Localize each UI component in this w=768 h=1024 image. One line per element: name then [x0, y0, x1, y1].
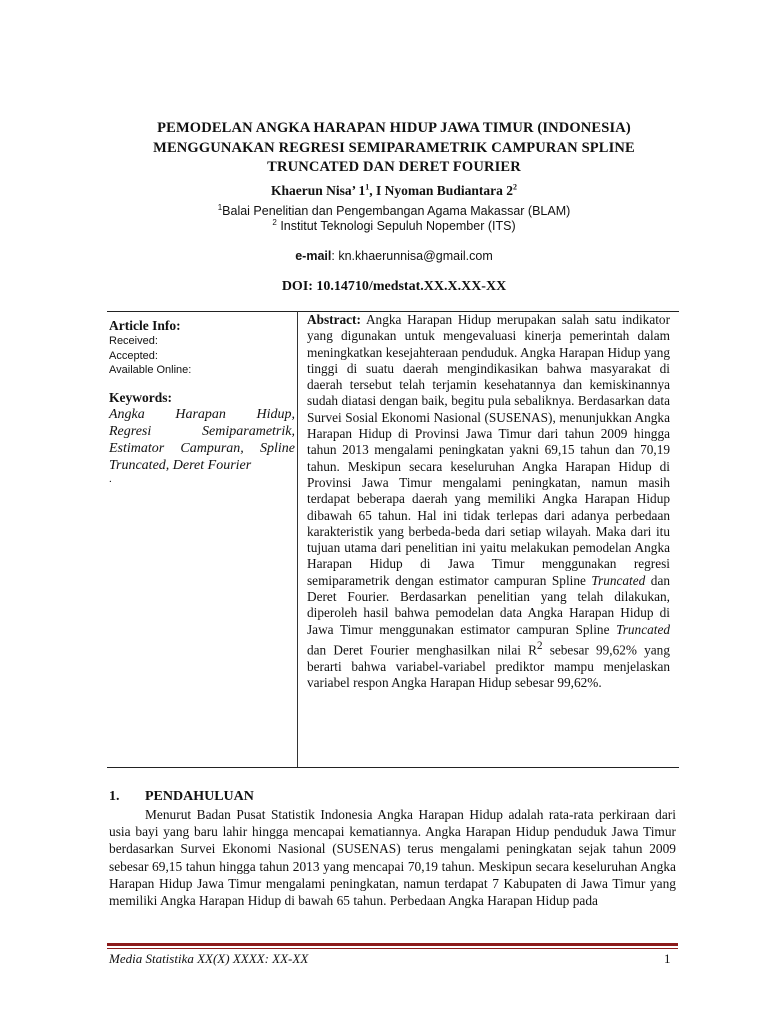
article-info: [109, 318, 295, 485]
author-2: , I Nyoman Budiantara 2: [369, 183, 513, 198]
email-value: : kn.khaerunnisa@gmail.com: [331, 249, 493, 263]
footer-rule-thin: [107, 948, 678, 949]
abstract-emphasis: Truncated: [616, 621, 670, 637]
keywords-dot: .: [109, 472, 112, 485]
email-label: e-mail: [295, 249, 332, 263]
abstract-emphasis: Truncated: [591, 572, 646, 588]
section-heading: [109, 789, 254, 805]
received-label: Received:: [109, 335, 158, 347]
abstract-text: dan Deret Fourier menghasilkan nilai R: [307, 642, 537, 658]
keywords-heading: Keywords:: [109, 389, 172, 405]
keyword-line: Regresi Semiparametrik,: [109, 423, 295, 439]
abstract: [307, 312, 670, 691]
author-2-sup: 2: [512, 182, 517, 192]
abstract-text: Angka Harapan Hidup merupakan salah satu indikator yang digunakan untuk mengevaluasi kinerja pemerintah dalam meningkatkan kesejahteraan penduduk. Angka Harapan Hidup yang tinggi di suatu daerah mengindikasikan bahwa masyarakat di daerah tersebut telah terjamin kesehatannya dan kemiskinannya sudah diatasi dengan baik, begitu pula sebaliknya. Berdasarkan data Survei Sosial Ekonomi Nasional (SUSENAS), menunjukkan Angka Harapan Hidup di Provinsi Jawa Timur dari tahun 2009 hingga tahun 2013 mengalami peningkatan yakni 69,15 tahun dan 70,19 tahun. Meskipun secara keseluruhan Angka Harapan Hidup di Provinsi Jawa Timur mengalami peningkatan, namun masih terdapat beberapa daerah yang memiliki Angka Harapan Hidup dibawah 65 tahun. Hal ini tidak terlepas dari adanya perbedaan karakteristik yang berbeda-beda dari setiap wilayah. Maka dari itu tujuan utama dari penelitian ini yaitu melakukan pemodelan Angka Harapan Hidup di Jawa Timur menggunakan regresi semiparametrik dengan estimator campuran Spline: [307, 312, 670, 588]
affiliation-1: [100, 204, 688, 218]
doi: DOI: 10.14710/medstat.XX.X.XX-XX: [281, 279, 507, 294]
accepted-label: Accepted:: [109, 349, 158, 362]
article-info-heading: Article Info:: [109, 318, 181, 333]
keyword-line: Estimator Campuran, Spline: [109, 440, 295, 456]
keyword-line: Truncated, Deret Fourier: [109, 457, 252, 473]
affiliation-2-sup: 2: [272, 217, 277, 227]
author-1-sup: 1: [365, 182, 370, 192]
footer-journal: Media Statistika XX(X) XXXX: XX-XX: [109, 951, 309, 966]
available-online-label: Available Online:: [109, 364, 192, 376]
affiliation-2: [100, 219, 688, 233]
abstract-text: dan Deret Fourier. Berdasarkan penelitian yang telah dilakukan, diperoleh hasil bahwa pemodelan data Angka Harapan Hidup di Jawa Timur menggunakan estimator campuran Spline: [307, 572, 670, 637]
paper-title: [100, 119, 688, 178]
column-divider: [297, 311, 298, 767]
section-number: 1.: [109, 789, 120, 804]
section-body: Menurut Badan Pusat Statistik Indonesia Angka Harapan Hidup adalah rata-rata perkiraan dari usia bayi yang baru lahir hingga mencapai kematiannya. Angka Harapan Hidup penduduk Jawa Timur berdasarkan Survei Ekonomi Nasional (SUSENAS) terus mengalami peningkatan sejak tahun 2009 sebesar 69,15 tahun hingga tahun 2013 yang mencapai 70,19 tahun. Meskipun secara keseluruhan Angka Harapan Hidup Jawa Timur mengalami peningkatan, namun terdapat 7 Kabupaten di Jawa Timur yang memiliki Angka Harapan Hidup di bawah 65 tahun. Perbedaan Angka Harapan Hidup pada: [109, 807, 676, 909]
authors: [100, 183, 688, 199]
keyword-line: Angka Harapan Hidup,: [109, 406, 295, 422]
title-line: TRUNCATED DAN DERET FOURIER: [267, 159, 521, 175]
author-1: Khaerun Nisa’ 1: [271, 183, 366, 198]
section-title: PENDAHULUAN: [145, 789, 254, 804]
affiliation-2-text: Institut Teknologi Sepuluh Nopember (ITS): [280, 219, 516, 233]
page-number: 1: [664, 951, 671, 966]
abstract-superscript: 2: [537, 639, 543, 652]
bottom-rule: [107, 767, 679, 768]
title-line: MENGGUNAKAN REGRESI SEMIPARAMETRIK CAMPURAN SPLINE: [153, 139, 635, 156]
email-line: [100, 249, 688, 263]
affiliation-1-text: Balai Penelitian dan Pengembangan Agama Makassar (BLAM): [222, 204, 571, 218]
title-line: PEMODELAN ANGKA HARAPAN HIDUP JAWA TIMUR (INDONESIA): [157, 120, 631, 136]
affiliation-1-sup: 1: [217, 202, 223, 212]
footer-rule-thick: [107, 943, 678, 946]
abstract-label: Abstract:: [307, 312, 361, 327]
abstract-text: sebesar 99,62% yang berarti bahwa variabel-variabel prediktor mampu menjelaskan variabel respon Angka Harapan Hidup sebesar 99,62%.: [307, 642, 670, 690]
